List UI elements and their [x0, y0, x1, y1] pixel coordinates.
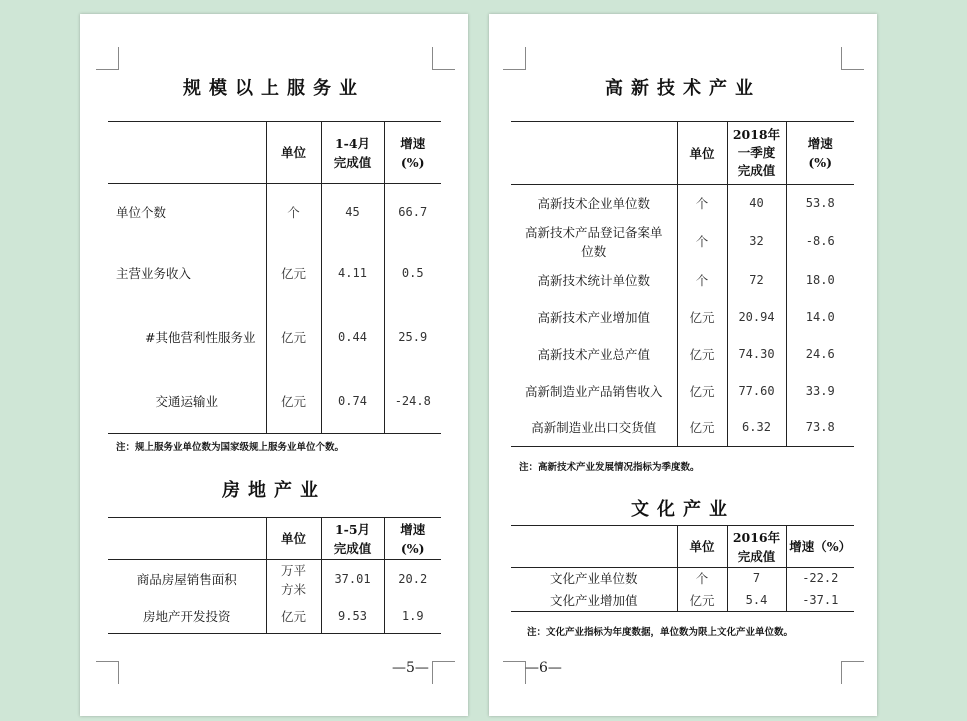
row-growth: 24.6: [786, 336, 854, 373]
row-unit: 亿元: [677, 336, 727, 373]
real-estate-table: [108, 517, 441, 634]
header-growth: 增速 (%): [384, 518, 441, 560]
row-value: 0.44: [321, 306, 384, 370]
crop-mark: [503, 661, 526, 684]
table-row: [108, 184, 441, 242]
crop-mark: [96, 661, 119, 684]
row-unit: 亿元: [677, 299, 727, 336]
row-unit: 个: [677, 185, 727, 222]
header-unit: 单位: [677, 526, 727, 568]
crop-mark: [432, 47, 455, 70]
document-page-6: [489, 14, 877, 716]
row-name: 房地产开发投资: [108, 600, 266, 634]
row-value: 74.30: [727, 336, 786, 373]
row-name: 高新制造业出口交货值: [511, 410, 677, 447]
header-blank: [511, 122, 677, 185]
row-name: #其他营利性服务业: [145, 330, 256, 345]
row-growth: -37.1: [786, 590, 854, 612]
row-value: 0.74: [321, 370, 384, 434]
row-growth: 1.9: [384, 600, 441, 634]
row-unit: 亿元: [677, 410, 727, 447]
row-growth: 33.9: [786, 373, 854, 410]
hightech-note: 注：高新技术产业发展情况指标为季度数。: [519, 462, 700, 473]
row-name: 高新制造业产品销售收入: [524, 383, 663, 399]
row-value: 32: [727, 222, 786, 262]
header-unit: 单位: [677, 122, 727, 185]
row-unit: 个: [677, 222, 727, 262]
row-unit: 亿元: [677, 373, 727, 410]
row-value: 6.32: [727, 410, 786, 447]
row-name: 交通运输业: [108, 370, 266, 434]
row-unit: 个: [266, 184, 321, 242]
services-table: [108, 121, 441, 434]
header-blank: [108, 122, 266, 184]
row-value: 72: [727, 262, 786, 299]
table-row: [108, 242, 441, 306]
row-value: 45: [321, 184, 384, 242]
table-row: [511, 299, 854, 336]
row-name: 高新技术企业单位数: [537, 195, 650, 211]
row-value: 77.60: [727, 373, 786, 410]
header-blank: [511, 526, 677, 568]
row-unit: 万平 方米: [266, 560, 321, 600]
crop-mark: [841, 47, 864, 70]
culture-table: [511, 525, 854, 612]
row-name: 高新技术产业总产值: [537, 346, 650, 362]
row-name: 高新技术统计单位数: [537, 272, 650, 288]
table-row: [511, 590, 854, 612]
header-unit: 单位: [266, 518, 321, 560]
table-row: [511, 185, 854, 222]
document-page-5: [80, 14, 468, 716]
table-row: [108, 600, 441, 634]
row-value: 7: [727, 568, 786, 590]
crop-mark: [96, 47, 119, 70]
hightech-table: [511, 121, 854, 447]
row-name: 文化产业增加值: [511, 590, 677, 612]
row-value: 37.01: [321, 560, 384, 600]
row-unit: 亿元: [266, 370, 321, 434]
header-value: 2018年 一季度 完成值: [727, 122, 786, 185]
crop-mark: [841, 661, 864, 684]
section-title-hightech: 高新技术产业: [605, 78, 761, 99]
crop-mark: [432, 661, 455, 684]
crop-mark: [503, 47, 526, 70]
services-note: 注：规上服务业单位数为国家级规上服务业单位个数。: [116, 442, 345, 453]
row-growth: 73.8: [786, 410, 854, 447]
table-row: [511, 262, 854, 299]
row-growth: -24.8: [384, 370, 441, 434]
page-number: —6—: [525, 660, 562, 676]
header-growth: 增速 (%): [384, 122, 441, 184]
row-growth: 0.5: [384, 242, 441, 306]
table-row: [108, 560, 441, 600]
section-title-services: 规模以上服务业: [183, 78, 365, 99]
row-growth: 20.2: [384, 560, 441, 600]
table-row: [511, 373, 854, 410]
row-value: 40: [727, 185, 786, 222]
header-growth: 增速（%）: [786, 526, 854, 568]
page-number: —5—: [392, 660, 429, 676]
row-unit: 亿元: [266, 306, 321, 370]
section-title-culture: 文化产业: [631, 499, 735, 520]
section-title-real-estate: 房地产业: [222, 480, 326, 501]
row-value: 20.94: [727, 299, 786, 336]
row-unit: 亿元: [677, 590, 727, 612]
header-growth: 增速 (%): [786, 122, 854, 185]
row-growth: 53.8: [786, 185, 854, 222]
row-growth: 18.0: [786, 262, 854, 299]
row-name: 高新技术产品登记备案单 位数: [524, 224, 663, 259]
row-unit: 亿元: [266, 600, 321, 634]
table-row: [108, 306, 441, 370]
table-row: [511, 568, 854, 590]
table-row: [511, 222, 854, 262]
row-name: 单位个数: [116, 205, 167, 221]
header-unit: 单位: [266, 122, 321, 184]
row-growth: -8.6: [786, 222, 854, 262]
header-value: 2016年 完成值: [727, 526, 786, 568]
header-blank: [108, 518, 266, 560]
row-name: 文化产业单位数: [549, 571, 638, 587]
row-unit: 个: [677, 568, 727, 590]
row-value: 5.4: [727, 590, 786, 612]
header-value: 1-4月 完成值: [321, 122, 384, 184]
culture-note: 注：文化产业指标为年度数据，单位数为限上文化产业单位数。: [527, 627, 794, 638]
row-unit: 亿元: [266, 242, 321, 306]
table-row: [511, 336, 854, 373]
row-growth: -22.2: [786, 568, 854, 590]
header-value: 1-5月 完成值: [321, 518, 384, 560]
row-growth: 14.0: [786, 299, 854, 336]
table-row: [511, 410, 854, 447]
row-growth: 25.9: [384, 306, 441, 370]
row-value: 9.53: [321, 600, 384, 634]
row-value: 4.11: [321, 242, 384, 306]
row-growth: 66.7: [384, 184, 441, 242]
row-name: 商品房屋销售面积: [136, 572, 237, 588]
table-row: [108, 370, 441, 434]
row-name: 高新技术产业增加值: [537, 309, 650, 325]
row-name: 主营业务收入: [116, 266, 192, 281]
row-unit: 个: [677, 262, 727, 299]
